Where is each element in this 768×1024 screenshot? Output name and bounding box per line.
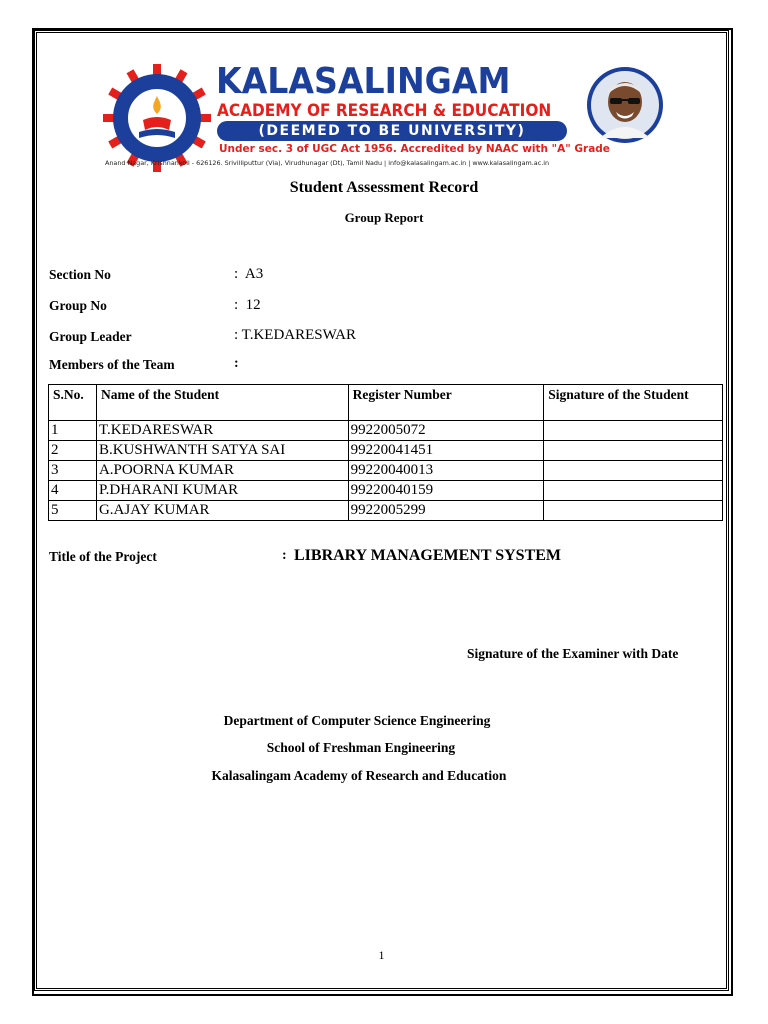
cell-signature bbox=[544, 481, 723, 501]
table-row bbox=[49, 441, 723, 461]
cell-signature bbox=[544, 421, 723, 441]
document-title: Student Assessment Record bbox=[289, 179, 479, 196]
table-row bbox=[49, 461, 723, 481]
cell-register: 9922005299 bbox=[348, 501, 544, 521]
cell-sno: 4 bbox=[49, 481, 97, 501]
section-label: Section No bbox=[49, 267, 111, 282]
cell-sno: 1 bbox=[49, 421, 97, 441]
founder-portrait-icon bbox=[586, 66, 664, 144]
brand-deemed-banner: (DEEMED TO BE UNIVERSITY) bbox=[217, 121, 567, 141]
table-row bbox=[49, 421, 723, 441]
cell-register: 99220041451 bbox=[348, 441, 544, 461]
university-emblem-icon bbox=[103, 64, 211, 172]
members-table bbox=[48, 384, 723, 521]
document-subtitle: Group Report bbox=[344, 210, 424, 225]
institution-name: Kalasalingam Academy of Research and Education bbox=[211, 768, 507, 783]
cell-sno: 3 bbox=[49, 461, 97, 481]
table-header-row bbox=[49, 385, 723, 421]
section-value: : A3 bbox=[234, 266, 264, 282]
table-row bbox=[49, 501, 723, 521]
brand-accreditation: Under sec. 3 of UGC Act 1956. Accredited by NAAC with "A" Grade bbox=[219, 143, 610, 155]
project-title-colon: : bbox=[282, 548, 287, 563]
cell-signature bbox=[544, 441, 723, 461]
cell-signature bbox=[544, 461, 723, 481]
group-value: : 12 bbox=[234, 297, 261, 313]
leader-label: Group Leader bbox=[49, 329, 132, 344]
department-name: Department of Computer Science Engineering bbox=[223, 713, 491, 728]
group-label: Group No bbox=[49, 298, 107, 313]
cell-name: G.AJAY KUMAR bbox=[96, 501, 348, 521]
column-header-register: Register Number bbox=[348, 385, 544, 421]
examiner-signature-label: Signature of the Examiner with Date bbox=[467, 646, 679, 661]
cell-name: T.KEDARESWAR bbox=[96, 421, 348, 441]
school-name: School of Freshman Engineering bbox=[266, 740, 456, 755]
brand-address: Anand Nagar, Krishnankoil - 626126. Srivilliputtur (Via), Virudhunagar (Dt), Tamil Nadu | info@kalasalingam.ac.in | www.kalasalingam.ac.in bbox=[105, 159, 550, 167]
page-number: 1 bbox=[378, 948, 385, 962]
cell-sno: 2 bbox=[49, 441, 97, 461]
cell-signature bbox=[544, 501, 723, 521]
column-header-name: Name of the Student bbox=[96, 385, 348, 421]
members-label: Members of the Team bbox=[49, 357, 175, 372]
project-title-value: LIBRARY MANAGEMENT SYSTEM bbox=[294, 547, 562, 564]
leader-value: : T.KEDARESWAR bbox=[234, 327, 356, 343]
cell-register: 99220040159 bbox=[348, 481, 544, 501]
project-title-label: Title of the Project bbox=[49, 549, 157, 564]
cell-name: A.POORNA KUMAR bbox=[96, 461, 348, 481]
cell-sno: 5 bbox=[49, 501, 97, 521]
members-colon: : bbox=[234, 356, 239, 371]
brand-name: KALASALINGAM bbox=[216, 61, 511, 102]
table-row bbox=[49, 481, 723, 501]
column-header-sno: S.No. bbox=[49, 385, 97, 421]
cell-name: P.DHARANI KUMAR bbox=[96, 481, 348, 501]
cell-register: 9922005072 bbox=[348, 421, 544, 441]
column-header-signature: Signature of the Student bbox=[544, 385, 723, 421]
brand-subtitle: ACADEMY OF RESEARCH & EDUCATION bbox=[217, 101, 552, 120]
cell-register: 99220040013 bbox=[348, 461, 544, 481]
cell-name: B.KUSHWANTH SATYA SAI bbox=[96, 441, 348, 461]
